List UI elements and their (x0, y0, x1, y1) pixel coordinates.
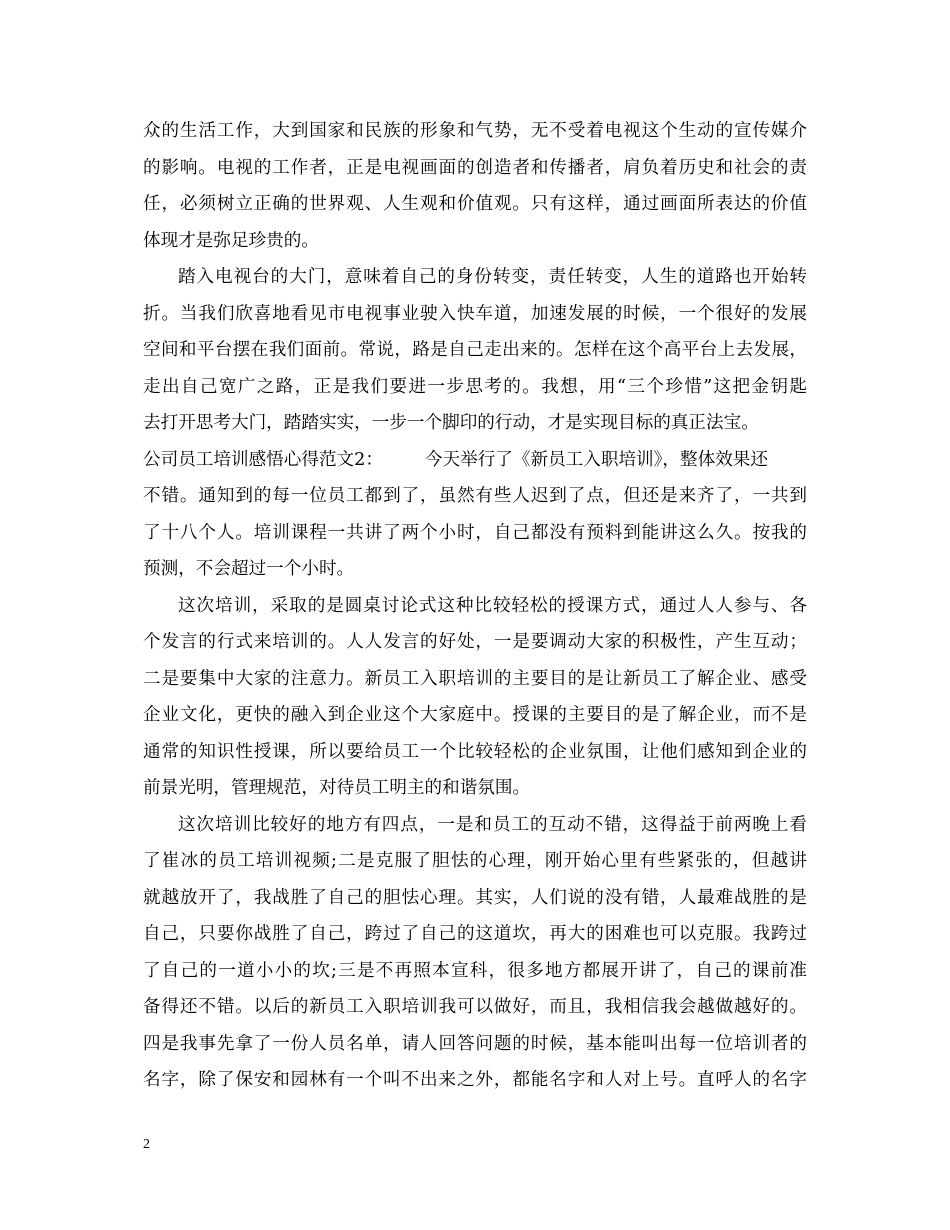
text-line: 四是我事先拿了一份人员名单，请人回答问题的时候，基本能叫出每一位培训者的 (143, 1033, 807, 1054)
text-line: 自己，只要你战胜了自己，跨过了自己的这道坎，再大的困难也可以克服。我跨过 (143, 924, 807, 944)
text-line: 走出自己宽广之路，正是我们要进一步思考的。我想，用“三个珍惜”这把金钥匙 (143, 376, 807, 397)
text-line: 前景光明，管理规范，对待员工明主的和谐氛围。 (143, 778, 531, 798)
text-run: 今天举行了《新员工入职培训》，整体效果还 (424, 449, 768, 470)
text-line: 这次培训比较好的地方有四点，一是和员工的互动不错，这得益于前两晚上看 (178, 814, 807, 835)
text-line: 通常的知识性授课，所以要给员工一个比较轻松的企业氛围，让他们感知到企业的 (143, 741, 807, 762)
text-line: 这次培训，采取的是圆桌讨论式这种比较轻松的授课方式，通过人人参与、各 (178, 595, 807, 616)
text-line: 踏入电视台的大门，意味着自己的身份转变，责任转变，人生的道路也开始转 (178, 267, 807, 287)
text-line: 了自己的一道小小的坎;三是不再照本宣科，很多地方都展开讲了，自己的课前准 (143, 960, 807, 981)
text-line: 二是要集中大家的注意力。新员工入职培训的主要目的是让新员工了解企业、感受 (143, 668, 807, 689)
text-line: 了十八个人。培训课程一共讲了两个小时，自己都没有预料到能讲这么久。按我的 (143, 522, 807, 543)
page-number: 2 (143, 1137, 150, 1152)
text-line: 就越放开了，我战胜了自己的胆怯心理。其实，人们说的没有错，人最难战胜的是 (143, 887, 807, 908)
text-line: 去打开思考大门，踏踏实实，一步一个脚印的行动，才是实现目标的真正法宝。 (143, 413, 759, 433)
text-line: 了崔冰的员工培训视频;二是克服了胆怯的心理，刚开始心里有些紧张的，但越讲 (143, 851, 807, 871)
text-line: 体现才是弥足珍贵的。 (143, 230, 319, 251)
body-text (143, 113, 807, 1099)
text-line: 的影响。电视的工作者，正是电视画面的创造者和传播者，肩负着历史和社会的责 (143, 157, 807, 178)
text-line: 空间和平台摆在我们面前。常说，路是自己走出来的。怎样在这个高平台上去发展， (143, 340, 807, 360)
section-heading: 公司员工培训感悟心得范文2： (143, 449, 383, 470)
text-line: 个发言的行式来培训的。人人发言的好处，一是要调动大家的积极性，产生互动； (143, 632, 807, 652)
text-line: 名字，除了保安和园林有一个叫不出来之外，都能名字和人对上号。直呼人的名字 (143, 1070, 807, 1090)
text-line: 预测，不会超过一个小时。 (143, 559, 355, 579)
text-line: 备得还不错。以后的新员工入职培训我可以做好，而且，我相信我会越做越好的。 (143, 997, 807, 1017)
text-line: 企业文化，更快的融入到企业这个大家庭中。授课的主要目的是了解企业，而不是 (143, 705, 807, 725)
text-line: 折。当我们欣喜地看见市电视事业驶入快车道，加速发展的时候，一个很好的发展 (143, 303, 807, 324)
text-line: 众的生活工作，大到国家和民族的形象和气势，无不受着电视这个生动的宣传媒介 (143, 121, 807, 141)
text-line: 不错。通知到的每一位员工都到了，虽然有些人迟到了点，但还是来齐了，一共到 (143, 486, 807, 506)
text-line: 任，必须树立正确的世界观、人生观和价值观。只有这样，通过画面所表达的价值 (143, 194, 807, 214)
text-line (143, 442, 807, 479)
